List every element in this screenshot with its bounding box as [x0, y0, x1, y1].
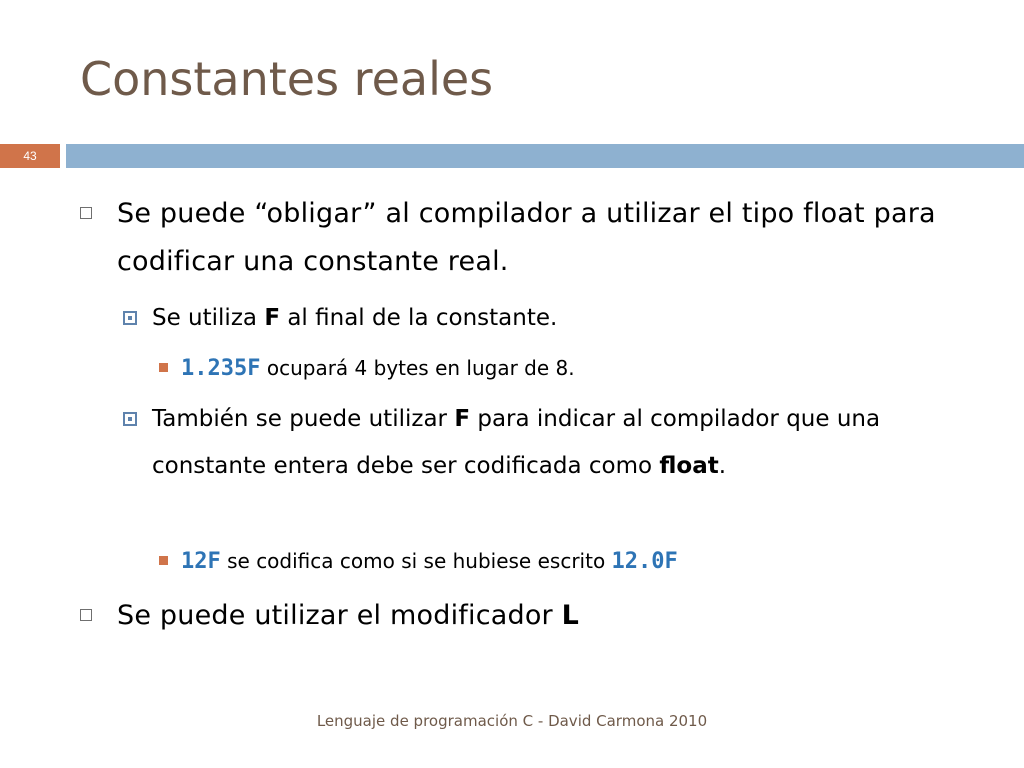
bullet-level3 — [181, 352, 981, 385]
bullet-text-bold: F — [454, 406, 471, 432]
bullet-text-mid: se codifica como si se hubiese escrito — [220, 549, 612, 573]
bullet-text-pre: Se utiliza — [152, 305, 265, 331]
bullet-text-mid: para indicar al compilador que una constante entera debe ser codificada como — [152, 406, 881, 479]
bullet-text-bold: F — [264, 305, 281, 331]
slide-number: 43 — [0, 144, 60, 168]
bullet-text-post: . — [718, 453, 727, 479]
square-bullet-icon — [123, 412, 137, 426]
bullet-text-post: ocupará 4 bytes en lugar de 8. — [260, 356, 575, 380]
code-snippet: 1.235F — [181, 356, 261, 381]
filled-square-bullet-icon — [159, 556, 168, 565]
slide-title: Constantes reales — [80, 52, 494, 106]
square-bullet-icon — [123, 311, 137, 325]
bullet-level3 — [181, 545, 981, 578]
bullet-text: Se puede “obligar” al compilador a utilizar el tipo float para codificar una constante real. — [117, 198, 936, 277]
code-snippet: 12F — [181, 549, 221, 574]
code-snippet-2: 12.0F — [611, 549, 678, 574]
bullet-text-pre: Se puede utilizar el modificador — [117, 600, 562, 631]
filled-square-bullet-icon — [159, 363, 168, 372]
bullet-text-bold-float: float — [659, 453, 719, 479]
hollow-square-bullet-icon — [80, 207, 92, 219]
bullet-text-pre: También se puede utilizar — [152, 406, 455, 432]
bullet-text-bold: L — [561, 600, 580, 631]
hollow-square-bullet-icon — [80, 609, 92, 621]
bullet-level2 — [152, 295, 982, 342]
bullet-text-post: al final de la constante. — [280, 305, 558, 331]
bullet-level1 — [117, 190, 977, 286]
bullet-level1 — [117, 592, 977, 640]
slide-footer: Lenguaje de programación C - David Carmona 2010 — [316, 712, 708, 730]
bullet-level2 — [152, 396, 982, 490]
